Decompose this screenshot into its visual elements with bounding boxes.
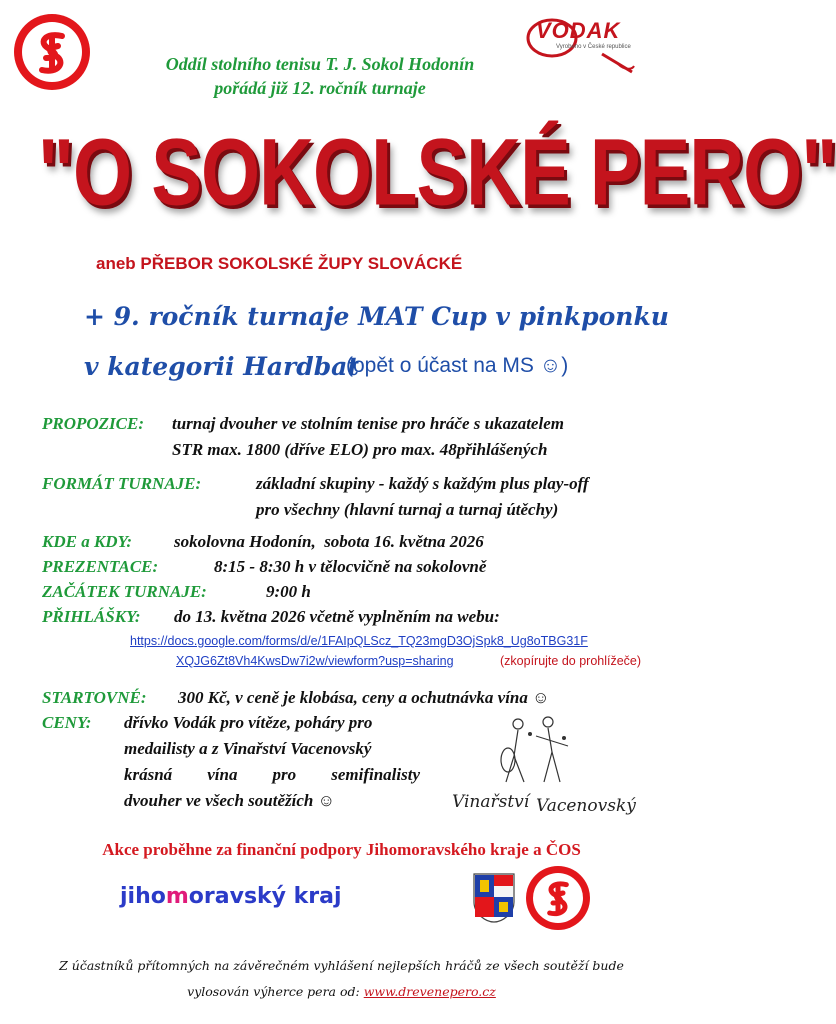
sokol-logo-inner: [22, 22, 82, 82]
prihlasky-label: PŘIHLÁŠKY:: [42, 607, 141, 626]
jmk-part2: m: [165, 884, 189, 909]
footer-line1: Z účastníků přítomných na závěrečném vyhlášení nejlepších hráčů ze všech soutěží bude: [59, 958, 624, 973]
format-line2: pro všechny (hlavní turnaj a turnaj útěchy): [256, 500, 559, 519]
mat-cup-line1: + 9. ročník turnaje MAT Cup v pinkponku: [84, 302, 669, 331]
kde-value: sokolovna Hodonín, sobota 16. května 2026: [174, 532, 484, 551]
vinarstvi-text1: Vinařství: [452, 792, 530, 812]
header-line2: pořádá již 12. ročník turnaje: [214, 78, 426, 98]
vinarstvi-text2: Vacenovský: [536, 796, 636, 816]
kde-label: KDE a KDY:: [42, 532, 133, 551]
support-text: Akce proběhne za finanční podpory Jihomoravského kraje a ČOS: [102, 840, 581, 859]
mat-cup-line2: v kategorii Hardbat: [84, 352, 359, 381]
registration-link-line2[interactable]: XQJG6Zt8Vh4KwsDw7i2w/viewform?usp=sharing: [176, 654, 454, 668]
startovne-label: STARTOVNÉ:: [42, 688, 147, 707]
ceny-line4: dvouher ve všech soutěžích ☺: [124, 791, 335, 810]
sokol-logo-bottom-inner: [533, 873, 583, 923]
mat-cup-note: (opět o účast na MS ☺): [346, 354, 569, 377]
sokol-emblem-icon: [538, 878, 578, 918]
registration-link-line1[interactable]: https://docs.google.com/forms/d/e/1FAIpQLScz_TQ23mgD3OjSpk8_Ug8oTBG31F: [130, 634, 588, 648]
ceny-line3: krásná vína pro semifinalisty: [124, 765, 420, 784]
format-line1: základní skupiny - každý s každým plus play-off: [256, 474, 589, 493]
zacatek-value: 9:00 h: [266, 582, 311, 601]
footer-prefix: vylosován výherce pera od:: [187, 984, 360, 999]
musicians-icon: [448, 712, 628, 792]
footer-line2: [0, 984, 683, 999]
sokol-emblem-icon: [28, 28, 76, 76]
header-line1: Oddíl stolního tenisu T. J. Sokol Hodonín: [165, 54, 475, 74]
main-title: "O SOKOLSKÉ PERO": [38, 119, 836, 226]
prezentace-label: PREZENTACE:: [42, 557, 159, 576]
subtitle: aneb PŘEBOR SOKOLSKÉ ŽUPY SLOVÁCKÉ: [96, 254, 463, 273]
footer-link[interactable]: www.drevenepero.cz: [363, 984, 496, 999]
format-label: FORMÁT TURNAJE:: [42, 474, 202, 493]
vodak-tagline: Vyrobeno v České republice: [556, 44, 631, 50]
jmk-logo: [120, 884, 342, 909]
vodak-brand: VODAK: [536, 18, 621, 43]
vinarstvi-logo: [448, 712, 636, 822]
ceny-line1: dřívko Vodák pro vítěze, poháry pro: [124, 713, 373, 732]
coat-of-arms-icon: [472, 872, 516, 924]
ceny-label: CENY:: [42, 713, 92, 732]
zacatek-label: ZAČÁTEK TURNAJE:: [42, 582, 207, 601]
jmk-part1: jiho: [120, 884, 166, 909]
ceny-line2: medailisty a z Vinařství Vacenovský: [124, 739, 372, 758]
sokol-logo: [14, 14, 90, 90]
propozice-label: PROPOZICE:: [42, 414, 144, 433]
propozice-line1: turnaj dvouher ve stolním tenise pro hráče s ukazatelem: [172, 414, 564, 433]
startovne-value: 300 Kč, v ceně je klobása, ceny a ochutnávka vína ☺: [178, 688, 550, 707]
vodak-logo: [522, 14, 662, 66]
registration-note: (zkopírujte do prohlížeče): [500, 654, 642, 668]
jmk-part3: oravský kraj: [188, 884, 342, 909]
prihlasky-value: do 13. května 2026 včetně vyplněním na webu:: [174, 607, 500, 626]
propozice-line2: STR max. 1800 (dříve ELO) pro max. 48přihlášených: [172, 440, 548, 459]
prezentace-value: 8:15 - 8:30 h v tělocvičně na sokolovně: [214, 557, 487, 576]
sokol-logo-bottom: [526, 866, 590, 930]
